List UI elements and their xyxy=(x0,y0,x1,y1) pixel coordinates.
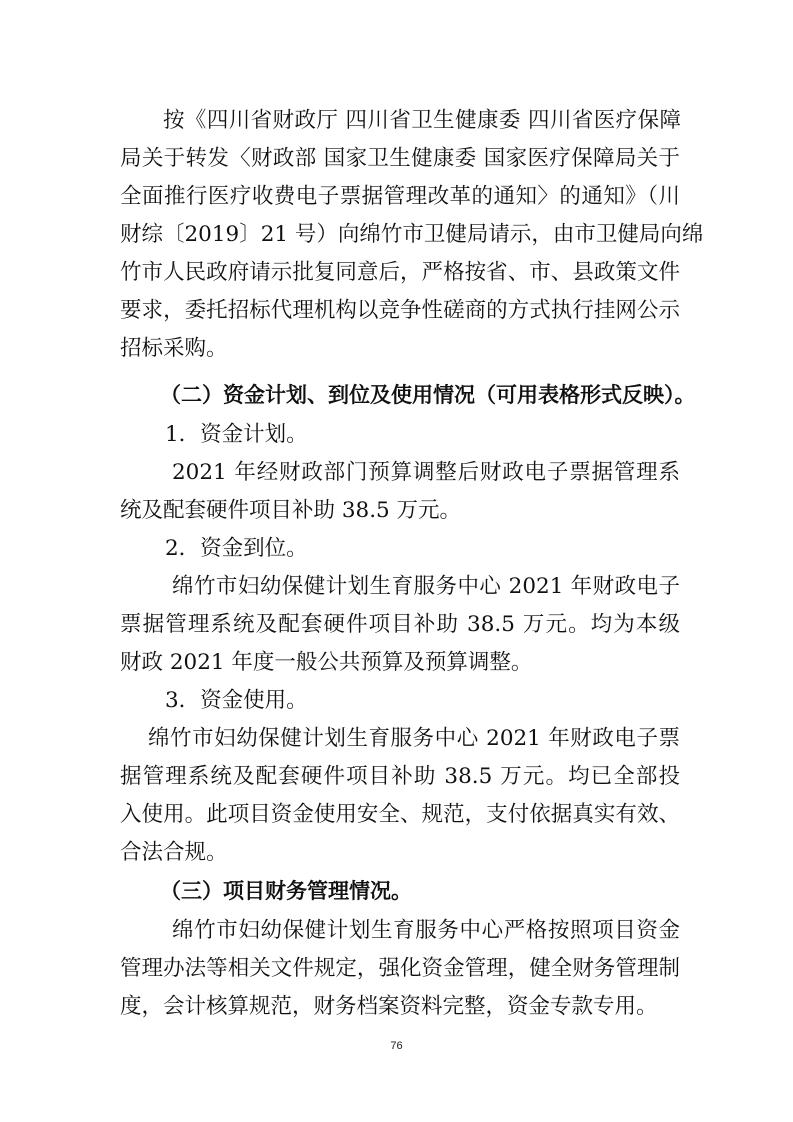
item-title: 2．资金到位。 xyxy=(165,536,308,561)
paragraph-line: 全面推行医疗收费电子票据管理改革的通知〉的通知》（川 xyxy=(120,184,680,209)
paragraph-line: 据管理系统及配套硬件项目补助 38.5 万元。均已全部投 xyxy=(120,764,680,789)
paragraph-line: 竹市人民政府请示批复同意后，严格按省、市、县政策文件 xyxy=(120,260,680,285)
paragraph-line: 财综〔2019〕21 号）向绵竹市卫健局请示，由市卫健局向绵 xyxy=(120,222,704,247)
paragraph-line: 按《四川省财政厅 四川省卫生健康委 四川省医疗保障 xyxy=(163,108,681,133)
paragraph-line: 要求，委托招标代理机构以竞争性磋商的方式执行挂网公示 xyxy=(120,298,680,323)
item-title: 1．资金计划。 xyxy=(165,422,308,447)
paragraph-line: 绵竹市妇幼保健计划生育服务中心 2021 年财政电子 xyxy=(172,574,680,599)
item-title: 3．资金使用。 xyxy=(165,688,308,713)
paragraph-line: 合法合规。 xyxy=(120,840,228,865)
paragraph-line: 票据管理系统及配套硬件项目补助 38.5 万元。均为本级 xyxy=(120,612,680,637)
paragraph-line: 度，会计核算规范，财务档案资料完整，资金专款专用。 xyxy=(120,994,658,1019)
paragraph-line: 财政 2021 年度一般公共预算及预算调整。 xyxy=(120,650,533,675)
paragraph-line: 局关于转发〈财政部 国家卫生健康委 国家医疗保障局关于 xyxy=(120,146,680,171)
section-heading: （二）资金计划、到位及使用情况（可用表格形式反映）。 xyxy=(160,383,696,407)
paragraph-line: 招标采购。 xyxy=(120,336,228,361)
paragraph-line: 入使用。此项目资金使用安全、规范，支付依据真实有效、 xyxy=(120,802,680,827)
paragraph-line: 绵竹市妇幼保健计划生育服务中心严格按照项目资金 xyxy=(172,918,680,943)
paragraph-line: 2021 年经财政部门预算调整后财政电子票据管理系 xyxy=(172,460,680,485)
page-number: 76 xyxy=(390,1040,403,1052)
section-heading: （三）项目财务管理情况。 xyxy=(160,879,412,903)
paragraph-line: 绵竹市妇幼保健计划生育服务中心 2021 年财政电子票 xyxy=(148,726,680,751)
paragraph-line: 统及配套硬件项目补助 38.5 万元。 xyxy=(120,498,462,523)
paragraph-line: 管理办法等相关文件规定，强化资金管理，健全财务管理制 xyxy=(120,956,680,981)
